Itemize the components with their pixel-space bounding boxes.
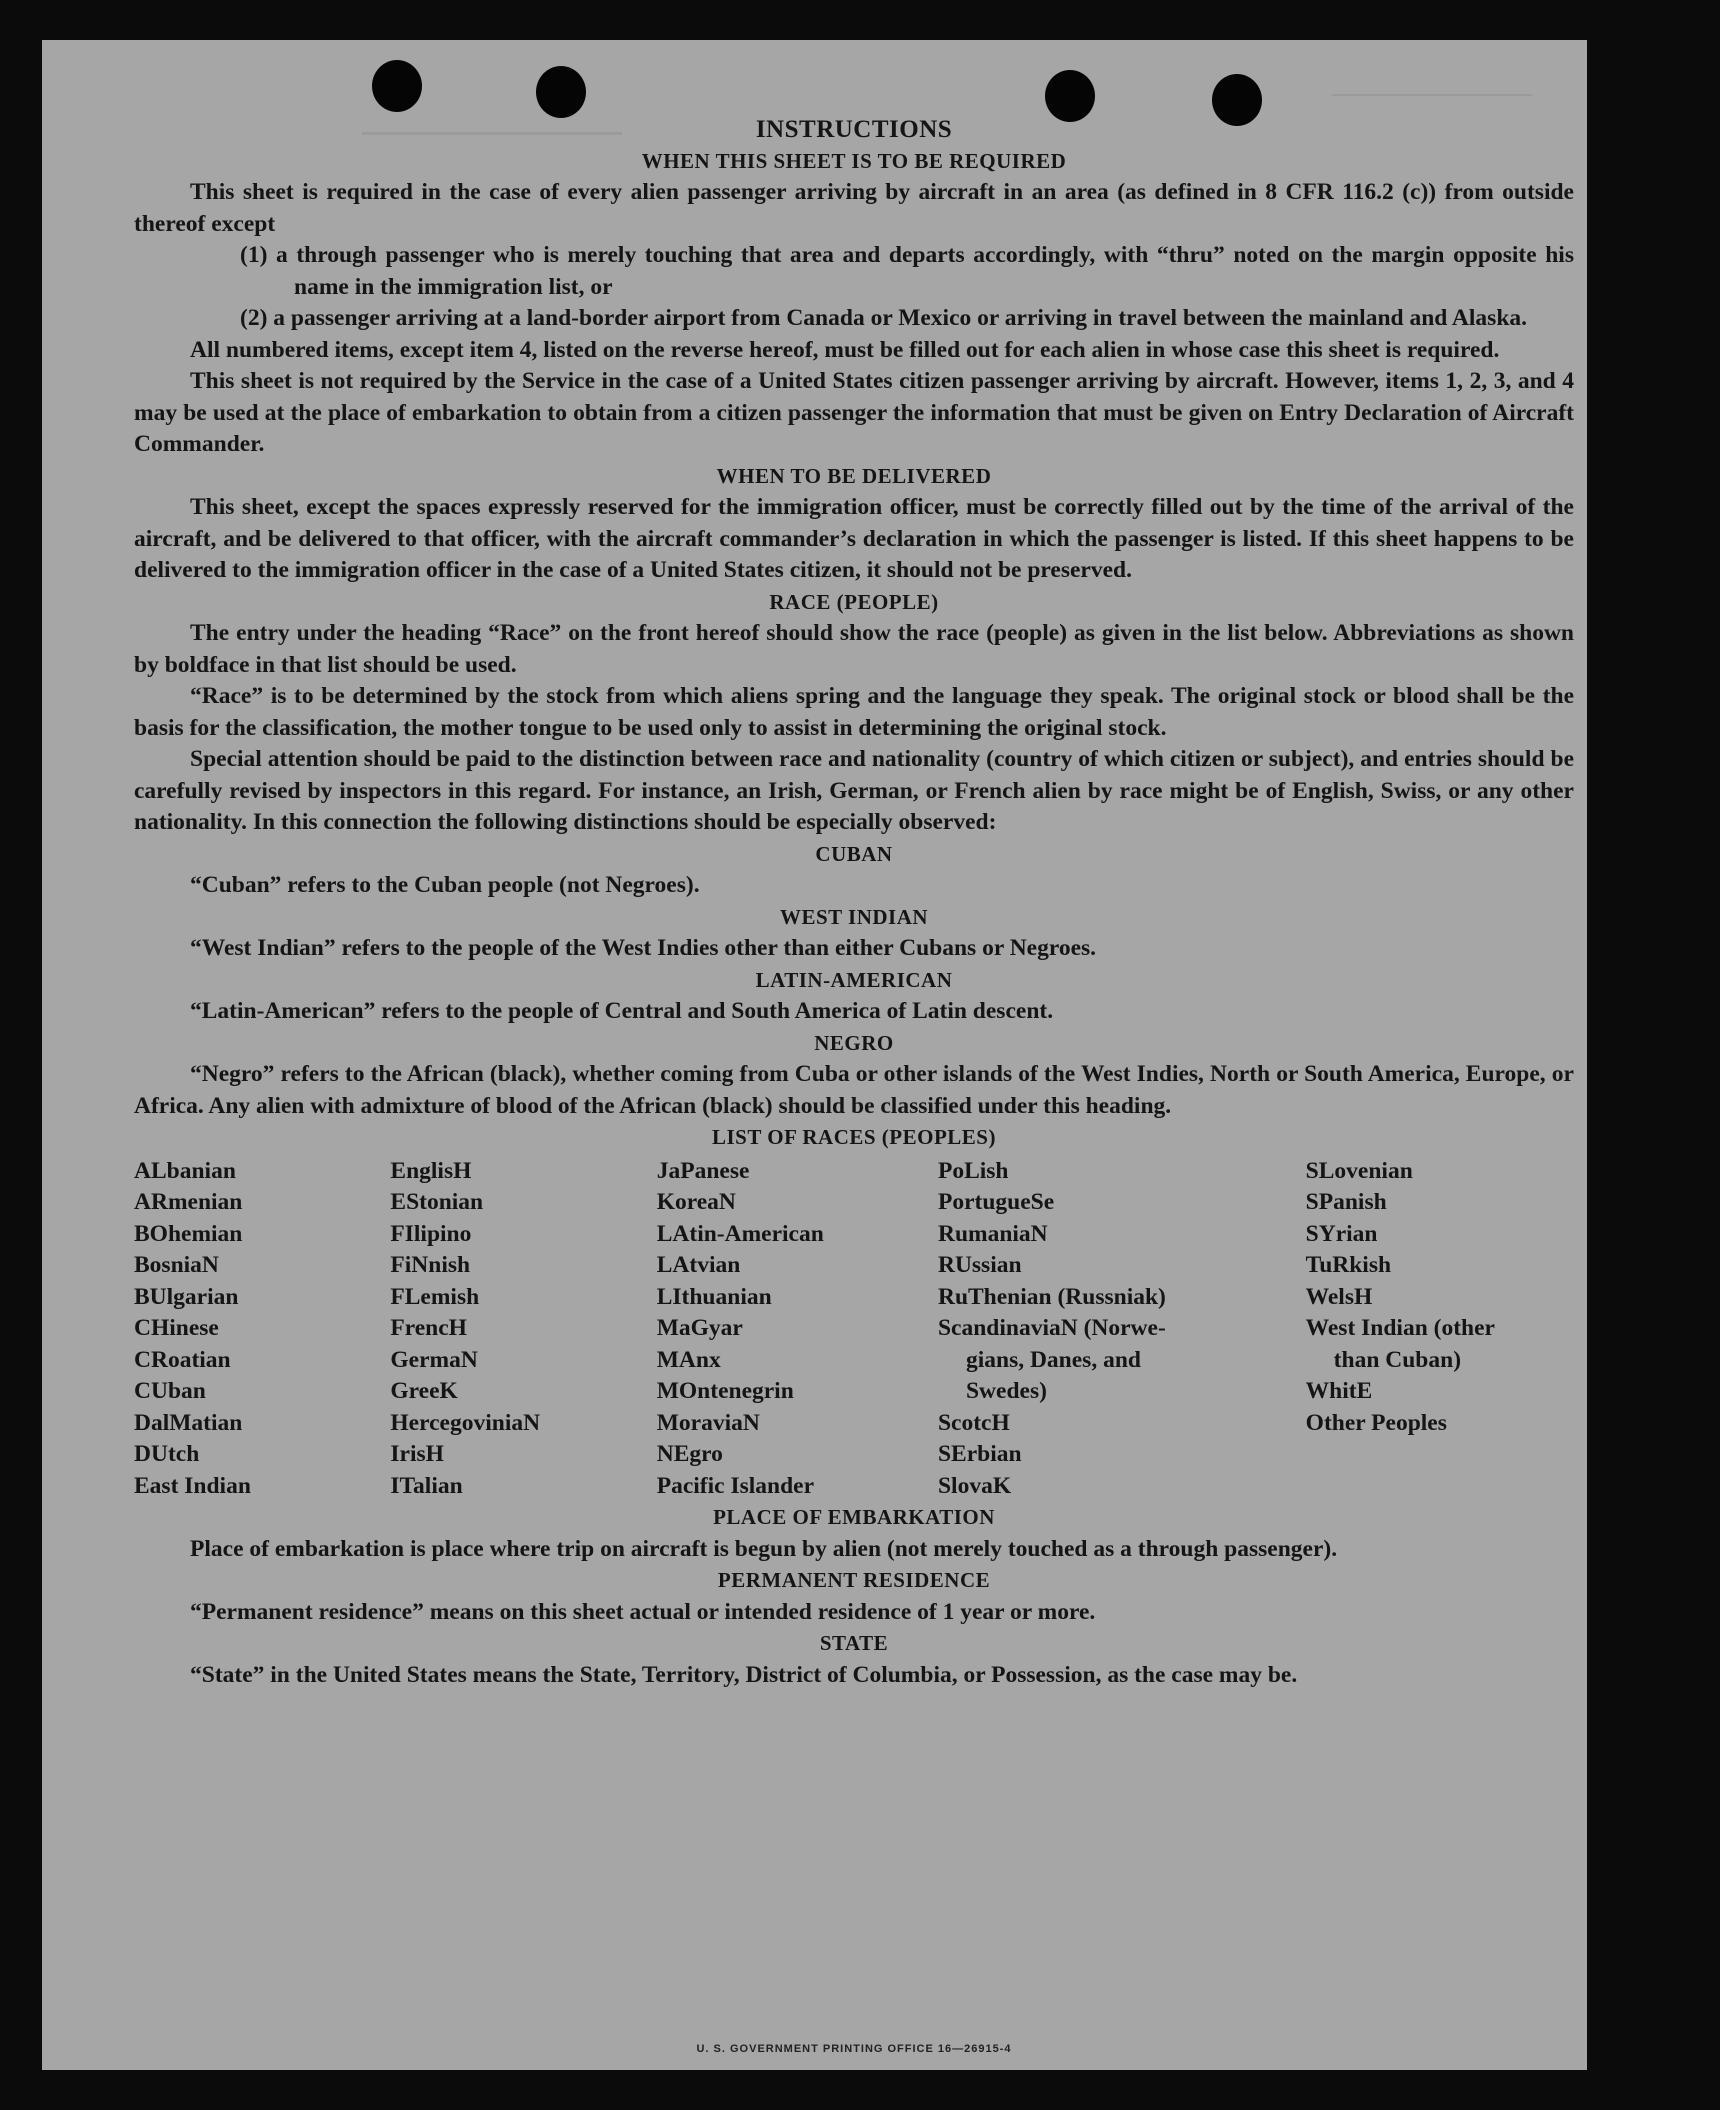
paragraph-latin-american: “Latin-American” refers to the people of Central and South America of Latin descent. bbox=[190, 998, 1054, 1024]
race-item: RUssian bbox=[937, 1252, 1022, 1278]
race-item: SlovaK bbox=[937, 1472, 1012, 1499]
race-item: Other Peoples bbox=[1305, 1409, 1447, 1436]
paragraph-residence: “Permanent residence” means on this sheet actual or intended residence of 1 year or more. bbox=[190, 1598, 1096, 1625]
race-item: SYrian bbox=[1305, 1220, 1378, 1247]
race-item: FrencH bbox=[390, 1315, 467, 1341]
race-column-5 bbox=[1306, 1156, 1574, 1503]
race-item: West Indian (other bbox=[1305, 1315, 1495, 1341]
section-heading-list-of-races: LIST OF RACES (PEOPLES) bbox=[712, 1125, 996, 1149]
race-item: SLovenian bbox=[1305, 1157, 1413, 1184]
race-item: GreeK bbox=[390, 1378, 458, 1404]
race-column-3 bbox=[657, 1156, 938, 1503]
paragraph-negro: “Negro” refers to the African (black), whether coming from Cuba or other islands of the West Indies, North or South America, Europe, or Africa. Any alien with admixture of blood of the African (black) should be classified under this heading. bbox=[134, 1061, 1574, 1119]
race-item: MaGyar bbox=[656, 1315, 743, 1341]
paragraph-embarkation: Place of embarkation is place where trip on aircraft is begun by alien (not merely touched as a through passenger). bbox=[190, 1535, 1338, 1562]
race-item: EnglisH bbox=[390, 1157, 472, 1184]
race-item: WhitE bbox=[1305, 1378, 1373, 1404]
instructions-content bbox=[134, 114, 1574, 2055]
race-column-2 bbox=[390, 1156, 656, 1503]
race-item: BOhemian bbox=[134, 1220, 243, 1247]
section-heading-residence: PERMANENT RESIDENCE bbox=[717, 1568, 991, 1592]
document-sheet bbox=[42, 40, 1587, 2070]
paragraph-state: “State” in the United States means the State, Territory, District of Columbia, or Possession, as the case may be. bbox=[190, 1661, 1298, 1688]
race-item: JaPanese bbox=[656, 1157, 750, 1184]
race-column-1 bbox=[134, 1156, 390, 1503]
race-item: CUban bbox=[134, 1378, 206, 1404]
race-item: MoraviaN bbox=[656, 1409, 760, 1436]
race-item: GermaN bbox=[390, 1346, 478, 1373]
paragraph-cuban: “Cuban” refers to the Cuban people (not Negroes). bbox=[190, 872, 700, 898]
section-heading-race: RACE (PEOPLE) bbox=[769, 589, 939, 614]
punch-hole-1 bbox=[372, 60, 422, 112]
section-heading-latin-american: LATIN-AMERICAN bbox=[755, 967, 953, 992]
race-item: NEgro bbox=[656, 1441, 723, 1467]
race-item: KoreaN bbox=[656, 1189, 736, 1215]
printing-office-footer: U. S. GOVERNMENT PRINTING OFFICE 16—26915-4 bbox=[696, 2043, 1012, 2055]
race-item: DUtch bbox=[134, 1441, 200, 1467]
race-item: ALbanian bbox=[134, 1157, 236, 1184]
race-item: PoLish bbox=[937, 1157, 1009, 1184]
race-list bbox=[134, 1156, 1574, 1503]
race-item: IrisH bbox=[390, 1441, 444, 1467]
paragraph-intro: This sheet is required in the case of every alien passenger arriving by aircraft in an area (as defined in 8 CFR 116.2 (c)) from outside thereof except bbox=[134, 179, 1574, 237]
race-column-4 bbox=[938, 1156, 1306, 1503]
paragraph-numbered-items: All numbered items, except item 4, listed on the reverse hereof, must be filled out for each alien in whose case this sheet is required. bbox=[190, 336, 1500, 363]
race-item: EStonian bbox=[390, 1189, 484, 1215]
race-item: BosniaN bbox=[134, 1252, 219, 1278]
section-heading-state: STATE bbox=[819, 1631, 889, 1655]
paragraph-race-stock: “Race” is to be determined by the stock from which aliens spring and the language they speak. The original stock or blood shall be the basis for the classification, the mother tongue to be used only to assist in determining the original stock. bbox=[134, 683, 1574, 741]
section-heading-cuban: CUBAN bbox=[815, 841, 893, 866]
paragraph-citizen: This sheet is not required by the Service in the case of a United States citizen passenger arriving by aircraft. However, items 1, 2, 3, and 4 may be used at the place of embarkation to obtain from a citizen passenger the information that must be given on Entry Declaration of Aircraft Commander. bbox=[134, 368, 1574, 457]
race-item: ARmenian bbox=[134, 1189, 243, 1215]
exception-item-2: (2) a passenger arriving at a land-border airport from Canada or Mexico or arriving in travel between the mainland and Alaska. bbox=[240, 305, 1528, 331]
race-item: LIthuanian bbox=[656, 1283, 772, 1310]
race-item: BUlgarian bbox=[134, 1283, 239, 1310]
race-item: MAnx bbox=[656, 1346, 721, 1373]
race-item-continuation: than Cuban) bbox=[1333, 1346, 1462, 1373]
section-heading-when-required: WHEN THIS SHEET IS TO BE REQUIRED bbox=[641, 148, 1067, 173]
race-item: SErbian bbox=[937, 1441, 1022, 1467]
race-item: RuThenian (Russniak) bbox=[937, 1283, 1166, 1310]
race-item: ScotcH bbox=[937, 1409, 1010, 1436]
race-item: FiNnish bbox=[390, 1252, 471, 1278]
paragraph-race-entry: The entry under the heading “Race” on the front hereof should show the race (people) as given in the list below. Abbreviations as shown by boldface in that list should be used. bbox=[134, 620, 1574, 678]
race-item: PortugueSe bbox=[937, 1189, 1055, 1215]
race-item: CHinese bbox=[134, 1315, 219, 1341]
section-heading-when-delivered: WHEN TO BE DELIVERED bbox=[716, 463, 992, 488]
paragraph-delivery: This sheet, except the spaces expressly reserved for the immigration officer, must be correctly filled out by the time of the arrival of the aircraft, and be delivered to that officer, with the aircraft commander’s declaration in which the passenger is listed. If this sheet happens to be delivered to the immigration officer in the case of a United States citizen, it should not be preserved. bbox=[134, 494, 1574, 583]
race-item: DalMatian bbox=[134, 1409, 243, 1436]
section-heading-negro: NEGRO bbox=[814, 1030, 894, 1055]
exception-item-1: (1) a through passenger who is merely touching that area and departs accordingly, with “thru” noted on the margin opposite his name in the immigration list, or bbox=[240, 242, 1574, 300]
section-heading-west-indian: WEST INDIAN bbox=[779, 904, 929, 929]
paragraph-west-indian: “West Indian” refers to the people of the West Indies other than either Cubans or Negroes. bbox=[190, 935, 1097, 961]
race-item-continuation: gians, Danes, and bbox=[965, 1346, 1141, 1373]
race-item: WelsH bbox=[1305, 1283, 1373, 1310]
race-item: LAtvian bbox=[656, 1252, 741, 1278]
instructions-title: INSTRUCTIONS bbox=[755, 116, 953, 143]
race-item: FIlipino bbox=[390, 1220, 472, 1247]
bleed-through-mark bbox=[1332, 80, 1532, 96]
race-item-continuation: Swedes) bbox=[965, 1378, 1047, 1404]
race-item: Pacific Islander bbox=[656, 1472, 815, 1499]
race-item: ITalian bbox=[390, 1472, 463, 1499]
race-item: LAtin-American bbox=[656, 1220, 824, 1247]
race-item: SPanish bbox=[1305, 1189, 1387, 1215]
race-item: RumaniaN bbox=[937, 1220, 1048, 1247]
race-item: FLemish bbox=[390, 1283, 480, 1310]
race-item: East Indian bbox=[134, 1472, 251, 1499]
section-heading-embarkation: PLACE OF EMBARKATION bbox=[713, 1505, 995, 1529]
race-item: TuRkish bbox=[1305, 1252, 1392, 1278]
race-item: ScandinaviaN (Norwe- bbox=[937, 1315, 1166, 1341]
race-item: HercegoviniaN bbox=[390, 1409, 541, 1436]
paragraph-race-nationality: Special attention should be paid to the distinction between race and nationality (country of which citizen or subject), and entries should be carefully revised by inspectors in this regard. For instance, an Irish, German, or French alien by race might be of English, Swiss, or any other nationality. In this connection the following distinctions should be especially observed: bbox=[134, 746, 1574, 835]
race-item: MOntenegrin bbox=[656, 1378, 794, 1404]
race-item: CRoatian bbox=[134, 1346, 231, 1373]
